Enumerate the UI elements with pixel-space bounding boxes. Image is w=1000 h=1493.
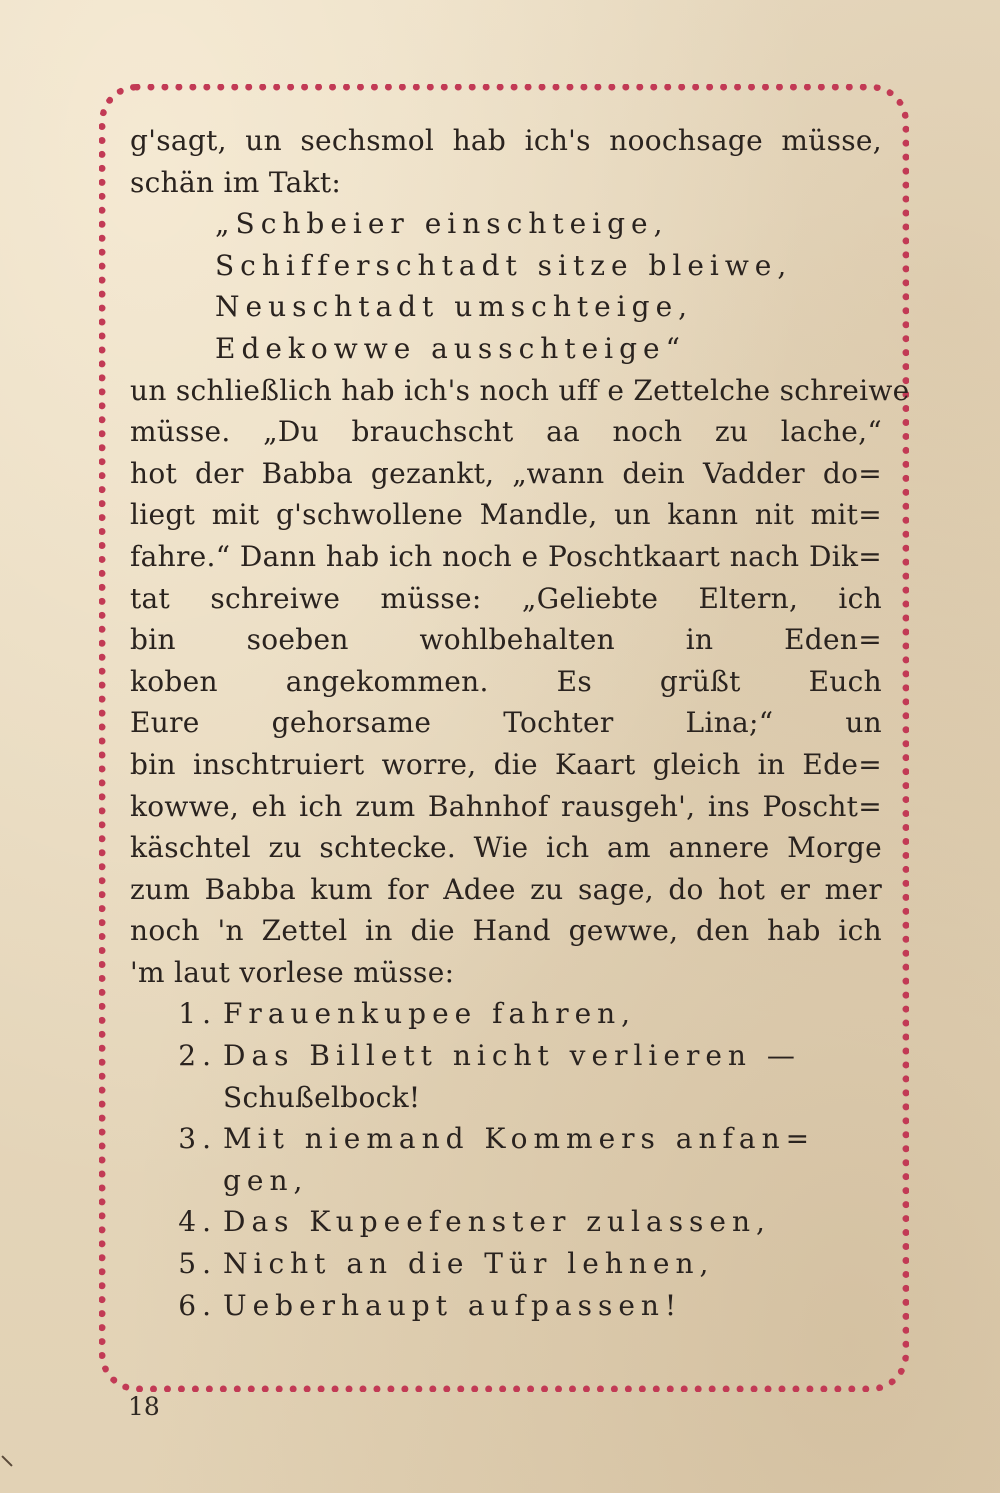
list-text: Mit niemand Kommers anfan= <box>223 1122 816 1156</box>
list-item-continuation: Schußelbock! <box>223 1080 421 1114</box>
list-text: Das Kupeefenster zulassen, <box>223 1205 771 1239</box>
text-line: schän im Takt: <box>130 165 342 199</box>
verse-line: „Schbeier einschteige, <box>215 207 669 241</box>
verse-line: Neuschtadt umschteige, <box>215 290 694 324</box>
list-item <box>130 1035 882 1077</box>
text-line: bin soeben wohlbehalten in Eden= <box>130 623 882 657</box>
list-item <box>130 1118 882 1160</box>
list-number: 6. <box>178 1288 217 1322</box>
list-text: Nicht an die Tür lehnen, <box>223 1247 715 1281</box>
text-line: liegt mit g'schwollene Mandle, un kann nit mit= <box>130 498 882 532</box>
text-line: un schließlich hab ich's noch uff e Zettelche schreiwe <box>130 373 910 407</box>
list-item <box>130 1285 882 1327</box>
list-item <box>130 993 882 1035</box>
text-line: koben angekommen. Es grüßt Euch <box>130 664 882 698</box>
text-line: hot der Babba gezankt, „wann dein Vadder do= <box>130 456 882 490</box>
list-number: 5. <box>178 1247 217 1281</box>
text-line: zum Babba kum for Adee zu sage, do hot er mer <box>130 872 882 906</box>
list-number: 1. <box>178 997 217 1031</box>
list-text: Frauenkupee fahren, <box>223 997 637 1031</box>
list-text: Das Billett nicht verlieren — <box>223 1039 801 1073</box>
text-line: bin inschtruiert worre, die Kaart gleich in Ede= <box>130 747 882 781</box>
text-line: g'sagt, un sechsmol hab ich's noochsage müsse, <box>130 124 882 157</box>
text-line: Eure gehorsame Tochter Lina;“ un <box>130 706 882 740</box>
text-line: tat schreiwe müsse: „Geliebte Eltern, ich <box>130 581 882 615</box>
corner-mark <box>1 1455 12 1466</box>
instruction-list <box>130 993 882 1326</box>
text-line: noch 'n Zettel in die Hand gewwe, den hab ich <box>130 914 882 948</box>
text-line: müsse. „Du brauchscht aa noch zu lache,“ <box>130 415 882 449</box>
list-item <box>130 1243 882 1285</box>
list-number: 3. <box>178 1122 217 1156</box>
list-item <box>130 1201 882 1243</box>
text-line: kowwe, eh ich zum Bahnhof rausgeh', ins Poscht= <box>130 789 882 823</box>
text-line: käschtel zu schtecke. Wie ich am annere Morge <box>130 831 882 865</box>
list-number: 2. <box>178 1039 217 1073</box>
text-line: fahre.“ Dann hab ich noch e Poschtkaart nach Dik= <box>130 539 882 573</box>
page-number: 18 <box>128 1392 160 1421</box>
verse-line: Schifferschtadt sitze bleiwe, <box>215 248 793 282</box>
list-item-continuation: gen, <box>223 1163 309 1197</box>
verse-line: Edekowwe ausschteige“ <box>215 331 686 365</box>
list-text: Ueberhaupt aufpassen! <box>223 1288 683 1322</box>
list-number: 4. <box>178 1205 217 1239</box>
body-text <box>130 120 910 1326</box>
text-line: 'm laut vorlese müsse: <box>130 955 455 989</box>
